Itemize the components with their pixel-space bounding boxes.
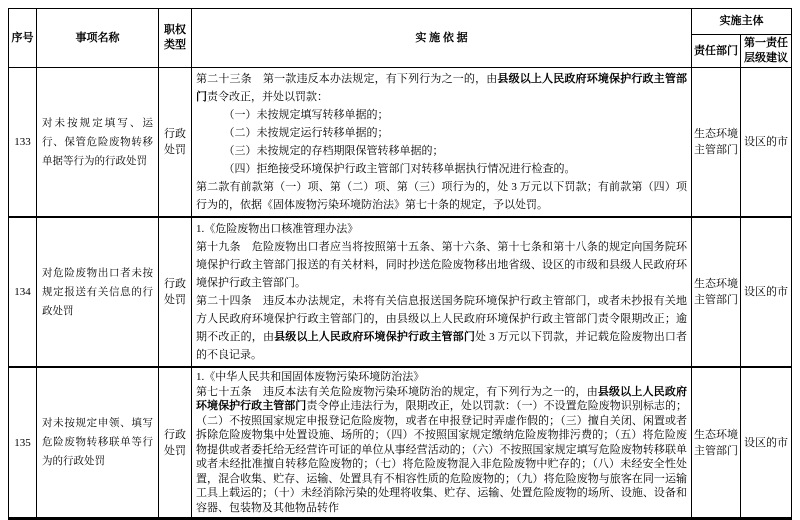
header-legal-basis: 实 施 依 据 xyxy=(192,9,692,68)
level-suggestion-cell: 设区的市 xyxy=(741,68,792,218)
power-type-cell: 行政处罚 xyxy=(159,217,192,367)
power-type-cell: 行政处罚 xyxy=(159,68,192,218)
power-type-cell: 行政处罚 xyxy=(159,367,192,519)
responsible-department-cell: 生态环境主管部门 xyxy=(692,367,741,519)
table-row xyxy=(9,367,792,519)
item-name-cell: 对未按规定申领、填写危险废物转移联单等行为的行政处罚 xyxy=(37,367,159,519)
level-suggestion-cell: 设区的市 xyxy=(741,217,792,367)
serial-number-cell: 133 xyxy=(9,68,37,218)
header-item-name: 事项名称 xyxy=(37,9,159,68)
item-name-cell: 对危险废物出口者未按规定报送有关信息的行政处罚 xyxy=(37,217,159,367)
table-row xyxy=(9,217,792,367)
header-serial-number: 序号 xyxy=(9,9,37,68)
serial-number-cell: 134 xyxy=(9,217,37,367)
header-responsible-department: 责任部门 xyxy=(692,35,741,68)
header-implementation-subject: 实施主体 xyxy=(692,9,792,35)
legal-basis-cell: 1.《中华人民共和国固体废物污染环境防治法》 第七十五条 违反本法有关危险废物污染环境防治的规定，有下列行为之一的，由县级以上人民政府环境保护行政主管部门责令停止违法行为，限期改正，处以罚款：（一）不设置危险废物识别标志的；（二）不按照国家规定申报登记危险废物，或者在申报登记时弄虚作假的；（三）擅自关闭、闲置或者拆除危险废物集中处置设施、场所的；（四）不按照国家规定缴纳危险废物排污费的；（五）将危险废物提供或者委托给无经营许可证的单位从事经营活动的；（六）不按照国家规定填写危险废物转移联单或者未经批准擅自转移危险废物的；（七）将危险废物混入非危险废物中贮存的；（八）未经安全性处置，混合收集、贮存、运输、处置具有不相容性质的危险废物的；（九）将危险废物与旅客在同一运输工具上载运的；（十）未经消除污染的处理将收集、贮存、运输、处置危险废物的场所、设施、设备和容器、包装物及其他物品转作 xyxy=(192,367,692,519)
header-power-type: 职权类型 xyxy=(159,9,192,68)
table-row xyxy=(9,68,792,218)
power-list-table xyxy=(8,8,792,520)
item-name-cell: 对未按规定填写、运行、保管危险废物转移单据等行为的行政处罚 xyxy=(37,68,159,218)
level-suggestion-cell: 设区的市 xyxy=(741,367,792,519)
serial-number-cell: 135 xyxy=(9,367,37,519)
responsible-department-cell: 生态环境主管部门 xyxy=(692,217,741,367)
legal-basis-cell: 第二十三条 第一款违反本办法规定，有下列行为之一的，由县级以上人民政府环境保护行政主管部门责令改正，并处以罚款： （一）未按规定填写转移单据的； （二）未按规定运行转移单据的； （三）未按规定的存档期限保管转移单据的； （四）拒绝接受环境保护行政主管部门对转移单据执行情况进行检查的。 第二款有前款第（一）项、第（二）项、第（三）项行为的，处 3 万元以下罚款；有前款第（四）项行为的，依据《固体废物污染环境防治法》第七十条的规定，予以处罚。 xyxy=(192,68,692,218)
responsible-department-cell: 生态环境主管部门 xyxy=(692,68,741,218)
header-first-responsibility-level: 第一责任层级建议 xyxy=(741,35,792,68)
legal-basis-cell: 1.《危险废物出口核准管理办法》 第十九条 危险废物出口者应当将按照第十五条、第十六条、第十七条和第十八条的规定向国务院环境保护行政主管部门报送的有关材料，同时抄送危险废物移出地省级、设区的市级和县级人民政府环境保护行政主管部门。 第二十四条 违反本办法规定，未将有关信息报送国务院环境保护行政主管部门，或者未抄报有关地方人民政府环境保护行政主管部门的，由县级以上人民政府环境保护行政主管部门责令限期改正；逾期不改正的，由县级以上人民政府环境保护行政主管部门处 3 万元以下罚款，并记载危险废物出口者的不良记录。 xyxy=(192,217,692,367)
